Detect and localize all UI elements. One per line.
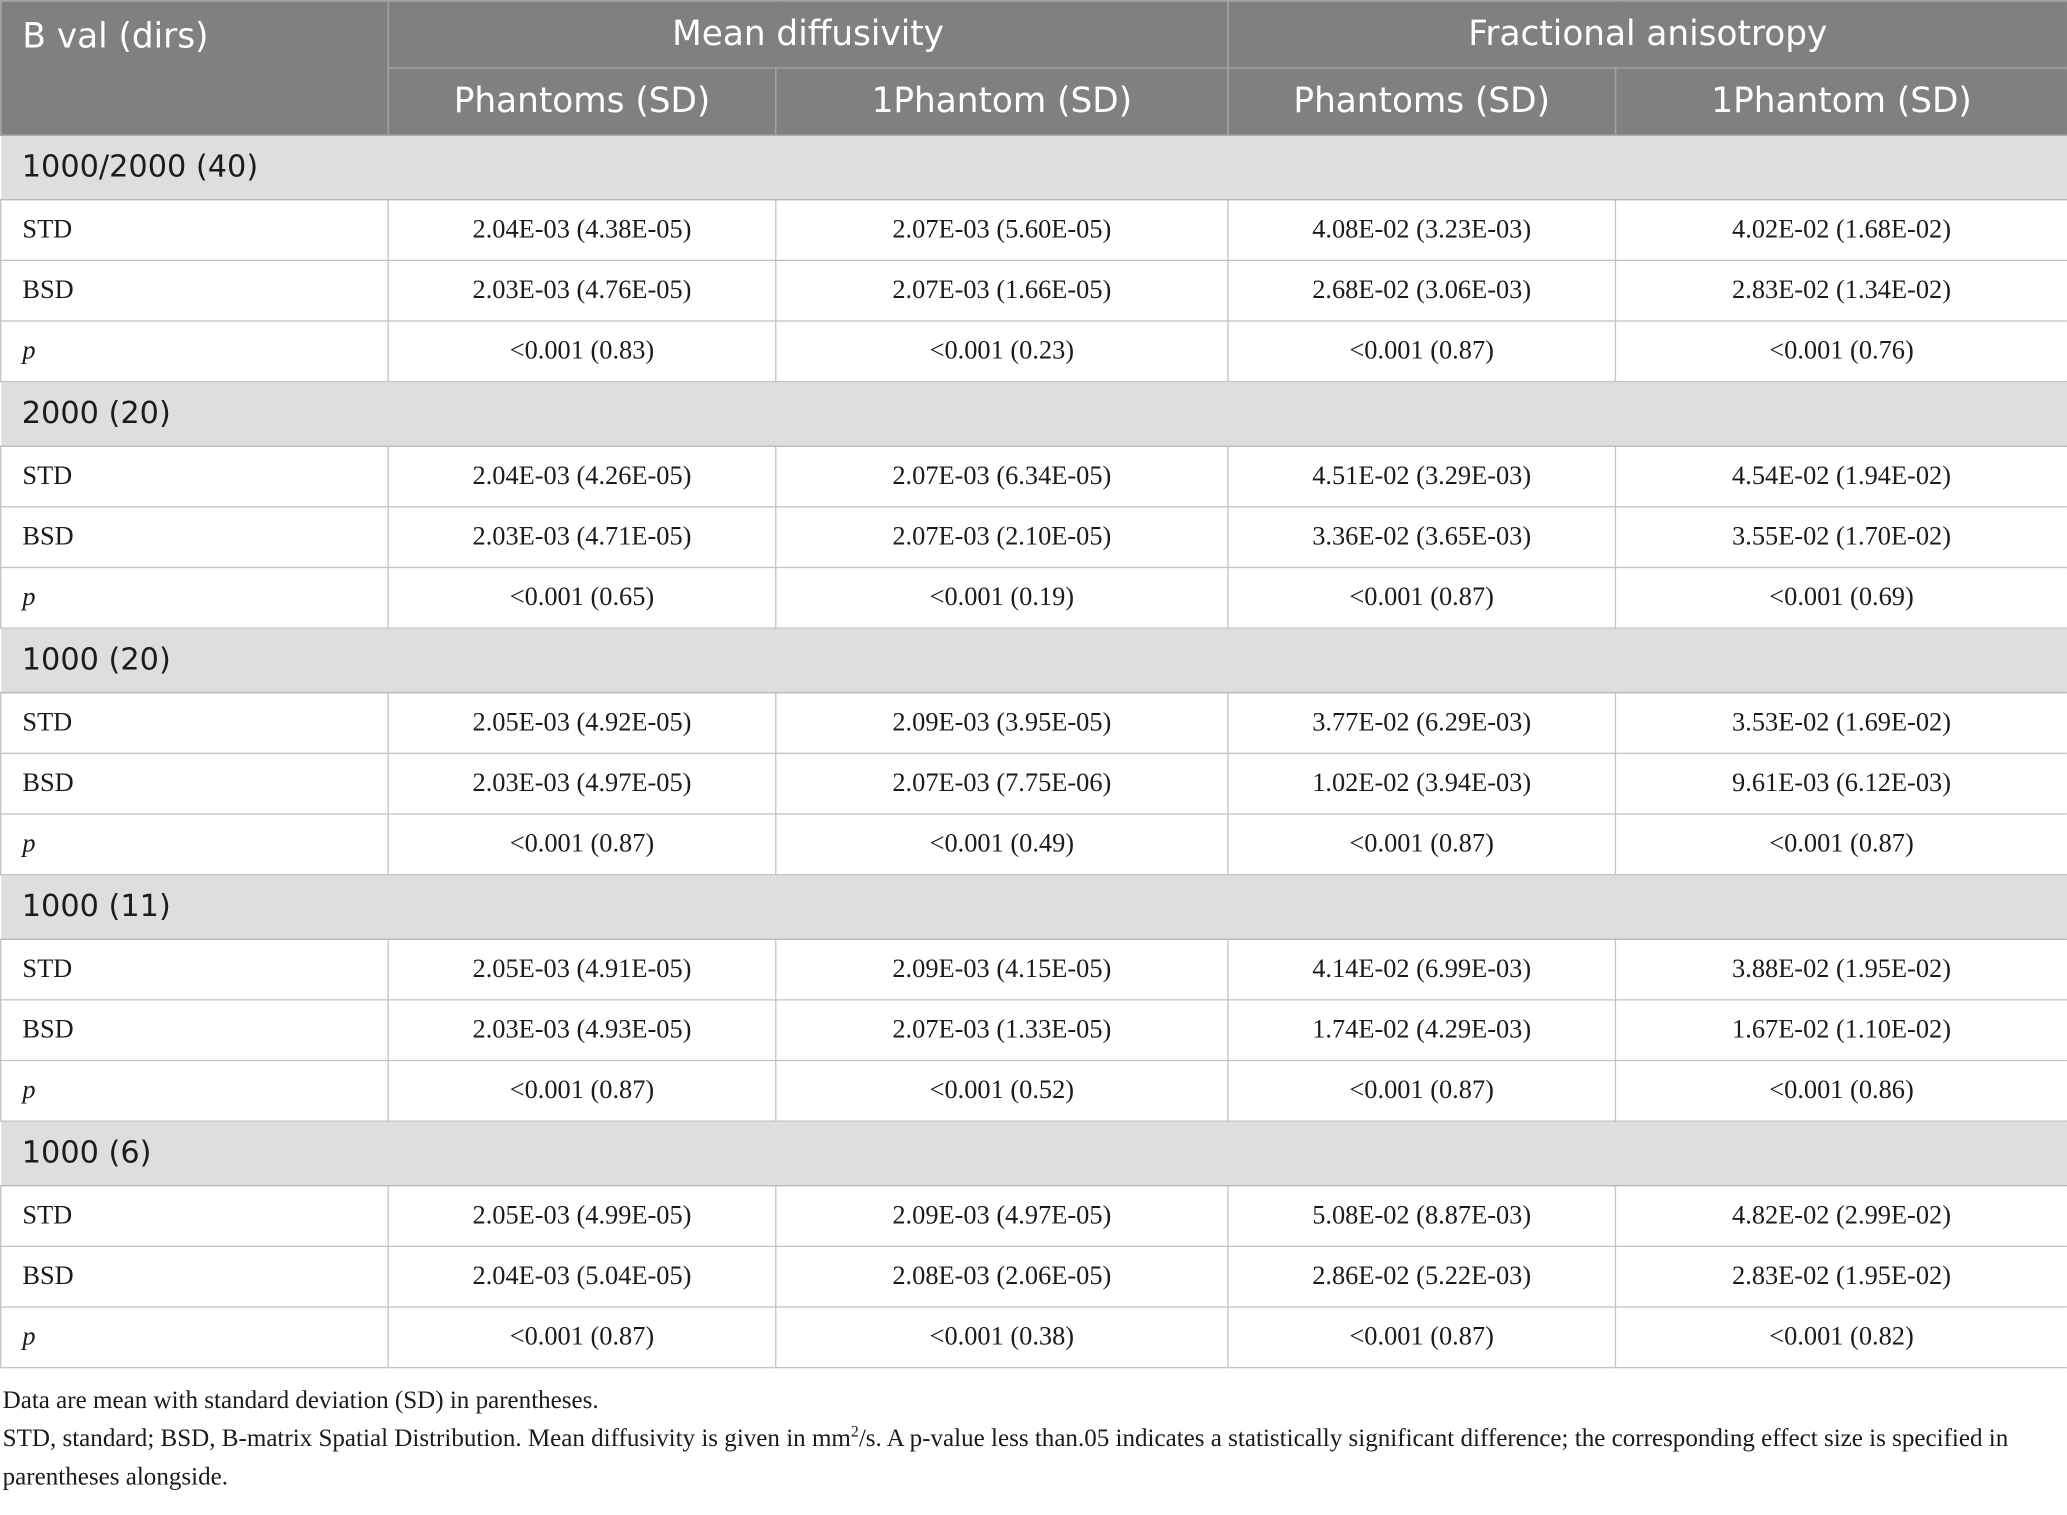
table-row [1, 693, 2067, 754]
table-row [1, 321, 2067, 382]
row-label: p [1, 321, 389, 382]
subcolumn-header: 1Phantom (SD) [1615, 68, 2067, 135]
table-cell: <0.001 (0.87) [1228, 814, 1616, 875]
table-cell: 2.04E-03 (5.04E-05) [388, 1246, 776, 1307]
subcolumn-header: 1Phantom (SD) [776, 68, 1228, 135]
table-cell: 3.36E-02 (3.65E-03) [1228, 507, 1616, 568]
section-row [1, 875, 2067, 940]
table-cell: <0.001 (0.69) [1615, 567, 2067, 628]
table-row [1, 1060, 2067, 1121]
table-cell: 1.02E-02 (3.94E-03) [1228, 753, 1616, 814]
table-cell: <0.001 (0.87) [1228, 1307, 1616, 1368]
table-cell: 3.77E-02 (6.29E-03) [1228, 693, 1616, 754]
table-cell: <0.001 (0.82) [1615, 1307, 2067, 1368]
table-cell: 4.14E-02 (6.99E-03) [1228, 939, 1616, 1000]
row-label: BSD [1, 1000, 389, 1061]
table-row [1, 567, 2067, 628]
table-row [1, 1186, 2067, 1247]
subcolumn-header: Phantoms (SD) [1228, 68, 1616, 135]
table-footnotes [0, 1368, 2067, 1496]
row-label: STD [1, 200, 389, 261]
row-label: BSD [1, 1246, 389, 1307]
table-row [1, 1307, 2067, 1368]
table-row [1, 939, 2067, 1000]
table-cell: <0.001 (0.87) [1228, 567, 1616, 628]
table-cell: 3.88E-02 (1.95E-02) [1615, 939, 2067, 1000]
table-cell: 2.08E-03 (2.06E-05) [776, 1246, 1228, 1307]
table-cell: <0.001 (0.87) [1615, 814, 2067, 875]
table-cell: 2.05E-03 (4.99E-05) [388, 1186, 776, 1247]
table-cell: <0.001 (0.76) [1615, 321, 2067, 382]
footnote-superscript: 2 [850, 1421, 859, 1441]
table-row [1, 507, 2067, 568]
table-cell: 2.03E-03 (4.76E-05) [388, 260, 776, 321]
table-cell: <0.001 (0.87) [388, 1307, 776, 1368]
table-cell: 2.07E-03 (6.34E-05) [776, 446, 1228, 507]
row-label: STD [1, 939, 389, 1000]
table-cell: <0.001 (0.87) [388, 814, 776, 875]
row-label: p [1, 814, 389, 875]
table-cell: <0.001 (0.19) [776, 567, 1228, 628]
table-cell: <0.001 (0.86) [1615, 1060, 2067, 1121]
table-cell: 9.61E-03 (6.12E-03) [1615, 753, 2067, 814]
table-cell: 4.02E-02 (1.68E-02) [1615, 200, 2067, 261]
table-cell: 2.83E-02 (1.95E-02) [1615, 1246, 2067, 1307]
table-cell: 2.04E-03 (4.38E-05) [388, 200, 776, 261]
table-cell: 2.04E-03 (4.26E-05) [388, 446, 776, 507]
table-cell: <0.001 (0.65) [388, 567, 776, 628]
footnote-line-2 [3, 1420, 2067, 1496]
table-cell: <0.001 (0.83) [388, 321, 776, 382]
table-cell: <0.001 (0.49) [776, 814, 1228, 875]
section-row [1, 135, 2067, 200]
table-cell: 2.09E-03 (4.15E-05) [776, 939, 1228, 1000]
table-cell: 3.55E-02 (1.70E-02) [1615, 507, 2067, 568]
table-cell: 2.07E-03 (1.66E-05) [776, 260, 1228, 321]
table-cell: 4.82E-02 (2.99E-02) [1615, 1186, 2067, 1247]
table-cell: 2.03E-03 (4.71E-05) [388, 507, 776, 568]
table-cell: 2.83E-02 (1.34E-02) [1615, 260, 2067, 321]
row-label: STD [1, 446, 389, 507]
section-label: 1000 (11) [1, 875, 2067, 940]
section-label: 1000/2000 (40) [1, 135, 2067, 200]
table-cell: <0.001 (0.87) [1228, 321, 1616, 382]
table-cell: 2.03E-03 (4.97E-05) [388, 753, 776, 814]
section-row [1, 628, 2067, 693]
row-label: BSD [1, 753, 389, 814]
table-cell: <0.001 (0.38) [776, 1307, 1228, 1368]
table-cell: 2.68E-02 (3.06E-03) [1228, 260, 1616, 321]
table-body [1, 135, 2067, 1368]
group-header-mean-diffusivity: Mean diffusivity [388, 1, 1228, 68]
table-row [1, 814, 2067, 875]
table-row [1, 260, 2067, 321]
section-row [1, 382, 2067, 447]
table-cell: 1.67E-02 (1.10E-02) [1615, 1000, 2067, 1061]
table-cell: 4.51E-02 (3.29E-03) [1228, 446, 1616, 507]
table-row [1, 753, 2067, 814]
row-label: BSD [1, 507, 389, 568]
table-cell: 2.09E-03 (3.95E-05) [776, 693, 1228, 754]
table-row [1, 1000, 2067, 1061]
footnote-line-2-continuation: /s. A p-value less than.05 indicates a statistically significant difference; the corresponding effect size is specified in parentheses alongside. [2, 1424, 2009, 1491]
table-cell: 2.86E-02 (5.22E-03) [1228, 1246, 1616, 1307]
section-label: 2000 (20) [1, 382, 2067, 447]
footnote-line-2-text: STD, standard; BSD, B-matrix Spatial Distribution. Mean diffusivity is given in mm [2, 1424, 851, 1453]
table-cell: 2.03E-03 (4.93E-05) [388, 1000, 776, 1061]
table-cell: 4.54E-02 (1.94E-02) [1615, 446, 2067, 507]
corner-header: B val (dirs) [1, 1, 389, 135]
table-cell: 2.07E-03 (2.10E-05) [776, 507, 1228, 568]
row-label: STD [1, 693, 389, 754]
row-label: p [1, 1307, 389, 1368]
table-cell: <0.001 (0.87) [1228, 1060, 1616, 1121]
section-label: 1000 (20) [1, 628, 2067, 693]
table-cell: 2.05E-03 (4.91E-05) [388, 939, 776, 1000]
table-cell: 2.05E-03 (4.92E-05) [388, 693, 776, 754]
header-row-groups [1, 1, 2067, 68]
row-label: STD [1, 1186, 389, 1247]
table-cell: 2.07E-03 (1.33E-05) [776, 1000, 1228, 1061]
table-cell: 5.08E-02 (8.87E-03) [1228, 1186, 1616, 1247]
table-cell: 2.09E-03 (4.97E-05) [776, 1186, 1228, 1247]
table-cell: <0.001 (0.52) [776, 1060, 1228, 1121]
section-row [1, 1121, 2067, 1186]
table-cell: 2.07E-03 (5.60E-05) [776, 200, 1228, 261]
table-cell: 3.53E-02 (1.69E-02) [1615, 693, 2067, 754]
subcolumn-header: Phantoms (SD) [388, 68, 776, 135]
row-label: p [1, 1060, 389, 1121]
table-row [1, 1246, 2067, 1307]
table-cell: 2.07E-03 (7.75E-06) [776, 753, 1228, 814]
row-label: BSD [1, 260, 389, 321]
table-cell: <0.001 (0.23) [776, 321, 1228, 382]
table-cell: 4.08E-02 (3.23E-03) [1228, 200, 1616, 261]
table-header [1, 1, 2067, 135]
table-row [1, 446, 2067, 507]
group-header-fractional-anisotropy: Fractional anisotropy [1228, 1, 2067, 68]
table-cell: <0.001 (0.87) [388, 1060, 776, 1121]
footnote-line-1: Data are mean with standard deviation (SD) in parentheses. [2, 1386, 599, 1415]
table-cell: 1.74E-02 (4.29E-03) [1228, 1000, 1616, 1061]
section-label: 1000 (6) [1, 1121, 2067, 1186]
row-label: p [1, 567, 389, 628]
table-row [1, 200, 2067, 261]
